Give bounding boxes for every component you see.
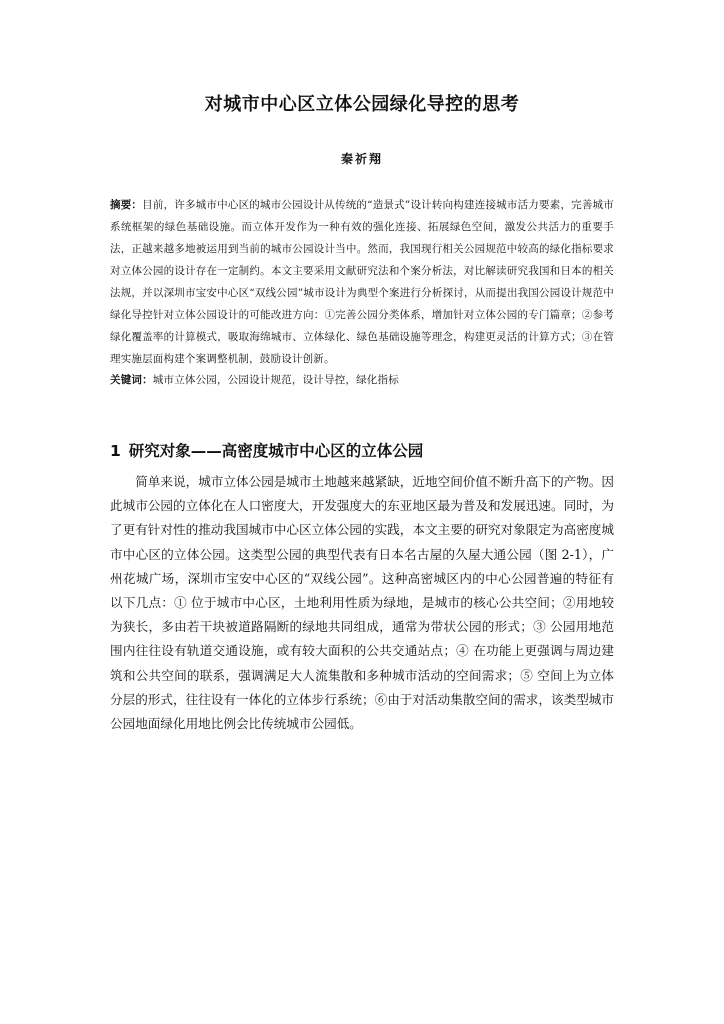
keywords-label: 关键词： (110, 374, 153, 386)
abstract-text: 目前，许多城市中心区的城市公园设计从传统的“造景式”设计转向构建连接城市活力要素，完善城市系统框架的绿色基础设施。而立体开发作为一种有效的强化连接、拓展绿色空间，激发公共活力的重要手法，正越来越多地被运用到当前的城市公园设计当中。然而，我国现行相关公园规范中较高的绿化指标要求对立体公园的设计存在一定制约。本文主要采用文献研究法和个案分析法，对比解读研究我国和日本的相关法规，并以深圳市宝安中心区“双线公园”城市设计为典型个案进行分析探讨，从而提出我国公园设计规范中绿化导控针对立体公园设计的可能改进方向：①完善公园分类体系，增加针对立体公园的专门篇章；②参考绿化覆盖率的计算模式，吸取海绵城市、立体绿化、绿色基础设施等理念，构建更灵活的计算方式；③在管理实施层面构建个案调整机制，鼓励设计创新。 (110, 199, 615, 365)
abstract-block (110, 194, 614, 370)
body-paragraph: 简单来说，城市立体公园是城市土地越来越紧缺，近地空间价值不断升高下的产物。因此城市公园的立体化在人口密度大，开发强度大的东亚地区最为普及和发展迅速。同时，为了更有针对性的推动我国城市中心区立体公园的实践，本文主要的研究对象限定为高密度城市中心区的立体公园。这类型公园的典型代表有日本名古屋的久屋大通公园（图 2-1），广州花城广场，深圳市宝安中心区的“双线公园”。这种高密城区内的中心公园普遍的特征有以下几点：① 位于城市中心区，土地利用性质为绿地，是城市的核心公共空间；②用地较为狭长，多由若干块被道路隔断的绿地共同组成，通常为带状公园的形式；③ 公园用地范围内往往设有轨道交通设施，或有较大面积的公共交通站点；④ 在功能上更强调与周边建筑和公共空间的联系，强调满足大人流集散和多种城市活动的空间需求；⑤ 空间上为立体分层的形式，往往设有一体化的立体步行系统；⑥由于对活动集散空间的需求，该类型城市公园地面绿化用地比例会比传统城市公园低。 (110, 474, 614, 732)
paper-title: 对城市中心区立体公园绿化导控的思考 (204, 94, 520, 115)
section-title: 研究对象——高密度城市中心区的立体公园 (128, 442, 424, 460)
keywords-block (110, 369, 614, 391)
author-name: 秦祈翔 (340, 152, 383, 166)
keywords-text: 城市立体公园，公园设计规范，设计导控，绿化指标 (152, 374, 399, 386)
abstract-label: 摘要： (110, 199, 143, 211)
section-number: 1 (110, 442, 121, 460)
section-heading (110, 438, 614, 464)
